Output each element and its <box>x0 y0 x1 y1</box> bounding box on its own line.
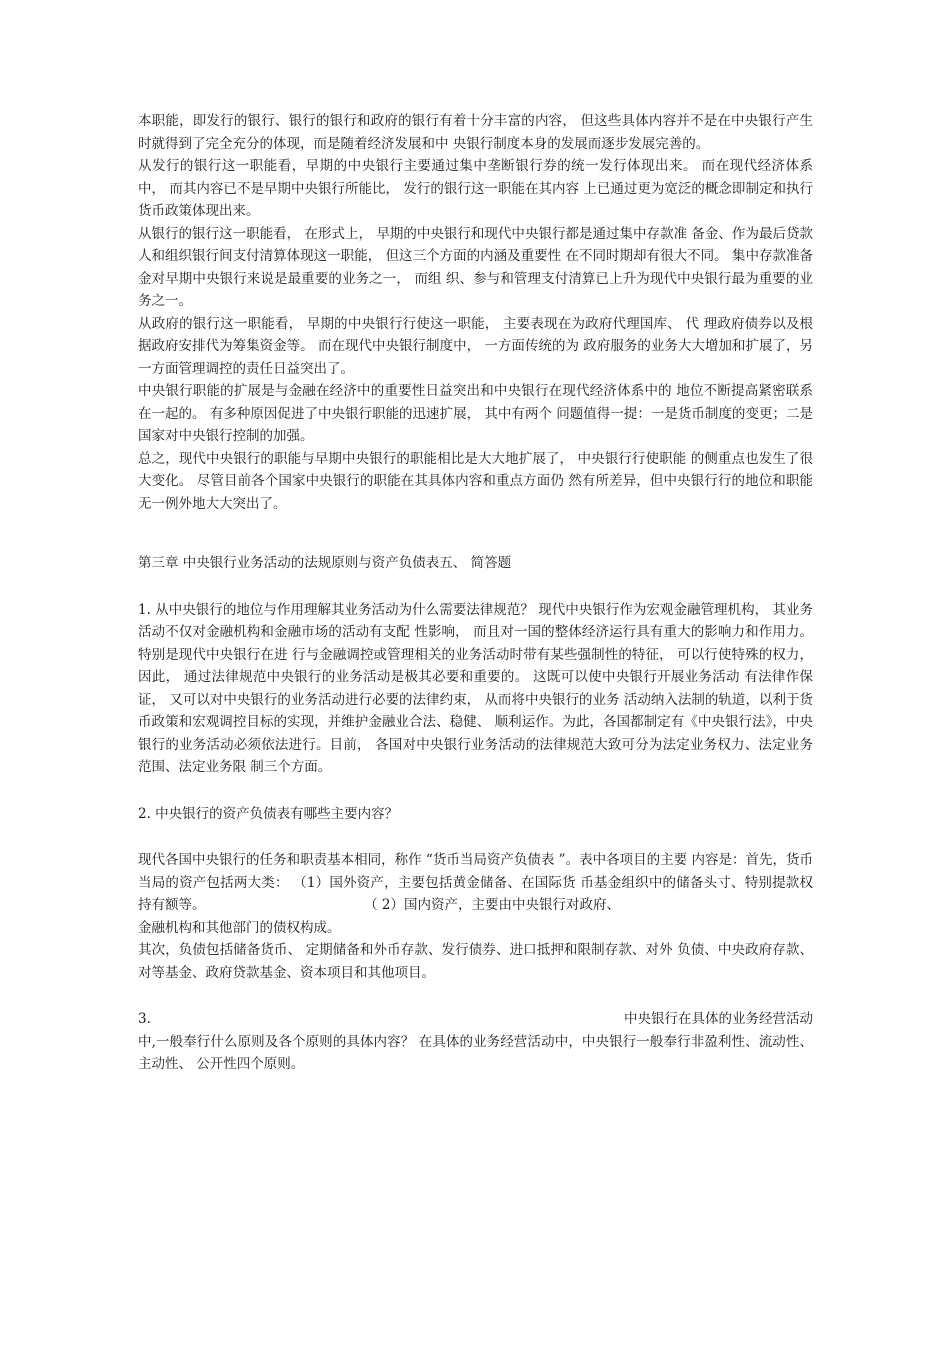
answer-2-text: 现代各国中央银行的任务和职责基本相同，称作 “货币当局资产负债表 ”。表中各项目的主要 内容是：首先，货币当局的资产包括两大类： （1）国外资产，主要包括黄金储备、在国际货 币基金组织中的储备头寸、特别提款权持有额等。 <box>138 852 813 913</box>
question-3-number: 3. <box>138 1011 151 1027</box>
paragraph: 本职能，即发行的银行、银行的银行和政府的银行有着十分丰富的内容， 但这些具体内容并不是在中央银行产生时就得到了完全充分的体现，而是随着经济发展和中 央银行制度本身的发展而逐步发展完善的。 <box>138 113 813 152</box>
question-1: 1. 从中央银行的地位与作用理解其业务活动为什么需要法律规范？ 现代中央银行作为宏观金融管理机构， 其业务活动不仅对金融机构和金融市场的活动有支配 性影响， 而且对一国的整体经济运行具有重大的影响力和作用力。 特别是现代中央银行在进 行与金融调控或管理相关的业务活动时带有某些强制性的特征， 可以行使特殊的权力， 因此， 通过法律规范中央银行的业务活动是极其必要和重要的。 这既可以使中央银行开展业务活动 有法律作保证， 又可以对中央银行的业务活动进行必要的法律约束， 从而将中央银行的业务 活动纳入法制的轨道，以利于货币政策和宏观调控目标的实现，并维护金融业合法、稳健、 顺利运作。为此，各国都制定有《中央银行法》，中央银行的业务活动必须依法进行。目前， 各国对中央银行业务活动的法律规范大致可分为法定业务权力、法定业务范围、法定业务限 制三个方面。 <box>138 601 813 775</box>
chapter-title: 第三章 中央银行业务活动的法规原则与资产负债表五、 简答题 <box>138 555 512 571</box>
question-2: 2. 中央银行的资产负债表有哪些主要内容？ <box>138 805 399 822</box>
answer-2-paragraph: 其次，负债包括储备货币、 定期储备和外币存款、发行债券、进口抵押和限制存款、对外 负债、中央政府存款、对等基金、政府贷款基金、资本项目和其他项目。 <box>138 942 813 981</box>
paragraph: 总之，现代中央银行的职能与早期中央银行的职能相比是大大地扩展了， 中央银行行使职能 的侧重点也发生了很大变化。 尽管目前各个国家中央银行的职能在其具体内容和重点方面仍 然有所差异，但中央银行行的地位和职能无一例外地大大突出了。 <box>138 450 813 512</box>
answer-2-text: 金融机构和其他部门的债权构成。 <box>138 919 341 936</box>
paragraph: 从政府的银行这一职能看， 早期的中央银行行使这一职能， 主要表现在为政府代理国库、 代 理政府债券以及根据政府安排代为筹集资金等。 而在现代中央银行制度中， 一方面传统的为 政府服务的业务大大增加和扩展了，另一方面管理调控的责任日益突出了。 <box>138 315 813 377</box>
paragraph: 从发行的银行这一职能看，早期的中央银行主要通过集中垄断银行券的统一发行体现出来。 而在现代经济体系中， 而其内容已不是早期中央银行所能比， 发行的银行这一职能在其内容 上已通过更为宽泛的概念即制定和执行货币政策体现出来。 <box>138 158 813 219</box>
question-3-text: 中,一般奉行什么原则及各个原则的具体内容？ 在具体的业务经营活动中，中央银行一般奉行非盈利性、流动性、 主动性、 公开性四个原则。 <box>138 1033 813 1072</box>
answer-2-paragraph <box>138 849 813 917</box>
paragraph: 中央银行职能的扩展是与金融在经济中的重要性日益突出和中央银行在现代经济体系中的 地位不断提高紧密联系在一起的。 有多种原因促进了中央银行职能的迅速扩展， 其中有两个 问题值得一提：一是货币制度的变更；二是国家对中央银行控制的加强。 <box>138 383 813 444</box>
question-3-first-line <box>138 1008 813 1031</box>
document-page <box>138 110 813 1076</box>
question-3-text: 中央银行在具体的业务经营活动 <box>624 1011 813 1027</box>
answer-2-text: （ 2）国内资产，主要由中央银行对政府、 <box>364 897 620 913</box>
paragraph: 从银行的银行这一职能看， 在形式上， 早期的中央银行和现代中央银行都是通过集中存款准 备金、作为最后贷款人和组织银行间支付清算体现这一职能， 但这三个方面的内涵及重要性 在不同时期却有很大不同。 集中存款准备金对早期中央银行来说是最重要的业务之一， 而组 织、参与和管理支付清算已上升为现代中央银行最为重要的业务之一。 <box>138 225 813 309</box>
